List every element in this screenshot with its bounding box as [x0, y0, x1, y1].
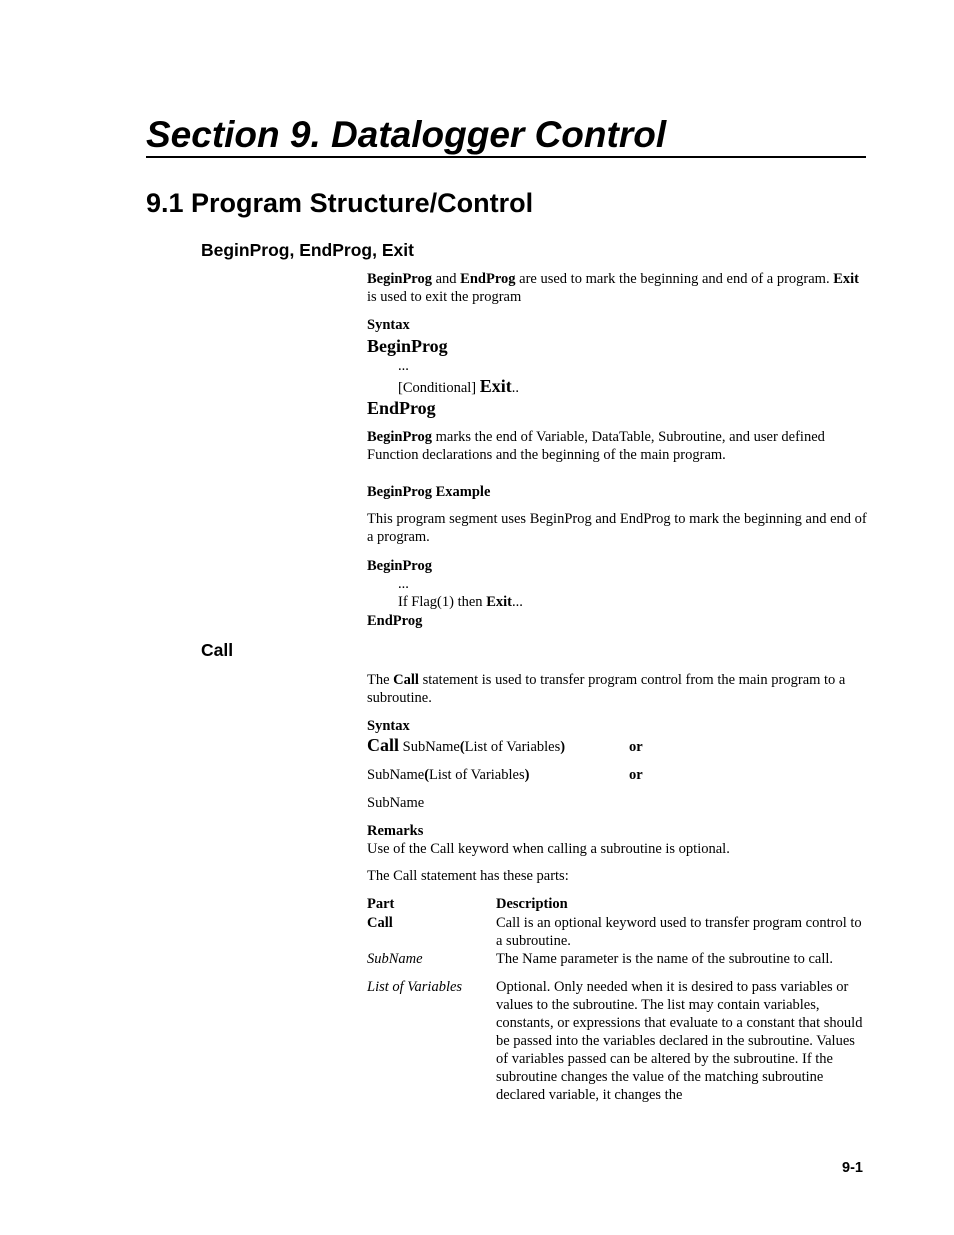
kw-call: Call [367, 735, 400, 755]
call-syntax-1 [367, 736, 867, 756]
syntax-endprog: EndProg [367, 398, 436, 418]
text: ... [511, 594, 523, 610]
table-row-part: List of Variables [367, 979, 463, 995]
text: SubName [399, 739, 460, 755]
table-header-part: Part [367, 896, 395, 912]
call-syntax-label: Syntax [367, 718, 410, 734]
text: If Flag(1) then [398, 594, 487, 610]
text: and [431, 271, 461, 287]
text: ) [560, 739, 566, 755]
kw-exit: Exit [486, 594, 512, 610]
table-row-desc: Optional. Only needed when it is desired to pass variables or values to the subroutine. The list may contain variables, constants, or expressions that evaluate to a constant that should be passed into the variables declared in the subroutine. Values of variables passed can be altered by the subroutine. If the subroutine changes the value of the matching subroutine declared variable, it changes the [496, 979, 863, 1103]
table-row-desc: Call is an optional keyword used to transfer program control to a subroutine. [496, 915, 862, 949]
call-syntax-2 [367, 766, 867, 784]
text: marks the end of Variable, DataTable, Subroutine, and user defined Function declarations and the beginning of the main program. [367, 429, 825, 463]
table-row-part: Call [367, 915, 393, 931]
text: is used to exit the program [367, 289, 522, 305]
conditional-text: [Conditional] [398, 380, 480, 396]
remarks-label: Remarks [367, 823, 424, 839]
kw-endprog: EndProg [460, 271, 516, 287]
syntax-label: Syntax [367, 317, 410, 333]
syntax-dots: ... [398, 358, 409, 374]
kw-exit: Exit [833, 271, 859, 287]
section-title: 9.1 Program Structure/Control [146, 188, 534, 218]
example-dots: ... [398, 576, 409, 592]
topic-heading-beginprog: BeginProg, EndProg, Exit [201, 240, 414, 260]
kw-beginprog: BeginProg [367, 429, 432, 445]
chapter-title: Section 9. Datalogger Control [146, 114, 667, 155]
text: statement is used to transfer program control from the main program to a subroutine. [367, 672, 846, 706]
text: are used to mark the beginning and end of a program. [515, 271, 834, 287]
text: List of Variables [464, 739, 561, 755]
table-row-part: SubName [367, 951, 423, 967]
text: .. [511, 380, 520, 396]
syntax-beginprog: BeginProg [367, 336, 448, 356]
beginprog-intro [367, 270, 867, 306]
example-if-line [398, 593, 523, 611]
kw-exit: Exit [479, 376, 512, 396]
remarks-text: Use of the Call keyword when calling a subroutine is optional. [367, 841, 730, 857]
table-header-description: Description [496, 896, 568, 912]
call-syntax-3: SubName [367, 795, 425, 811]
call-intro [367, 671, 867, 707]
title-rule [146, 156, 866, 158]
example-text: This program segment uses BeginProg and EndProg to mark the beginning and end of a program. [367, 511, 867, 545]
text: List of Variables [429, 767, 525, 783]
text: The [367, 672, 394, 688]
example-label: BeginProg Example [367, 484, 491, 500]
or-label: or [629, 767, 643, 783]
text: ( [424, 767, 430, 783]
page-number: 9-1 [842, 1160, 863, 1176]
kw-call: Call [393, 672, 419, 688]
or-label: or [629, 739, 643, 755]
table-row-desc: The Name parameter is the name of the subroutine to call. [496, 951, 833, 967]
topic-heading-call: Call [201, 640, 234, 660]
text: ) [524, 767, 530, 783]
example-endprog: EndProg [367, 613, 423, 629]
beginprog-description [367, 428, 867, 464]
text: SubName [367, 767, 425, 783]
example-beginprog: BeginProg [367, 558, 432, 574]
syntax-conditional-line [398, 377, 519, 397]
text: ( [459, 739, 465, 755]
kw-beginprog: BeginProg [367, 271, 432, 287]
parts-intro: The Call statement has these parts: [367, 868, 569, 884]
